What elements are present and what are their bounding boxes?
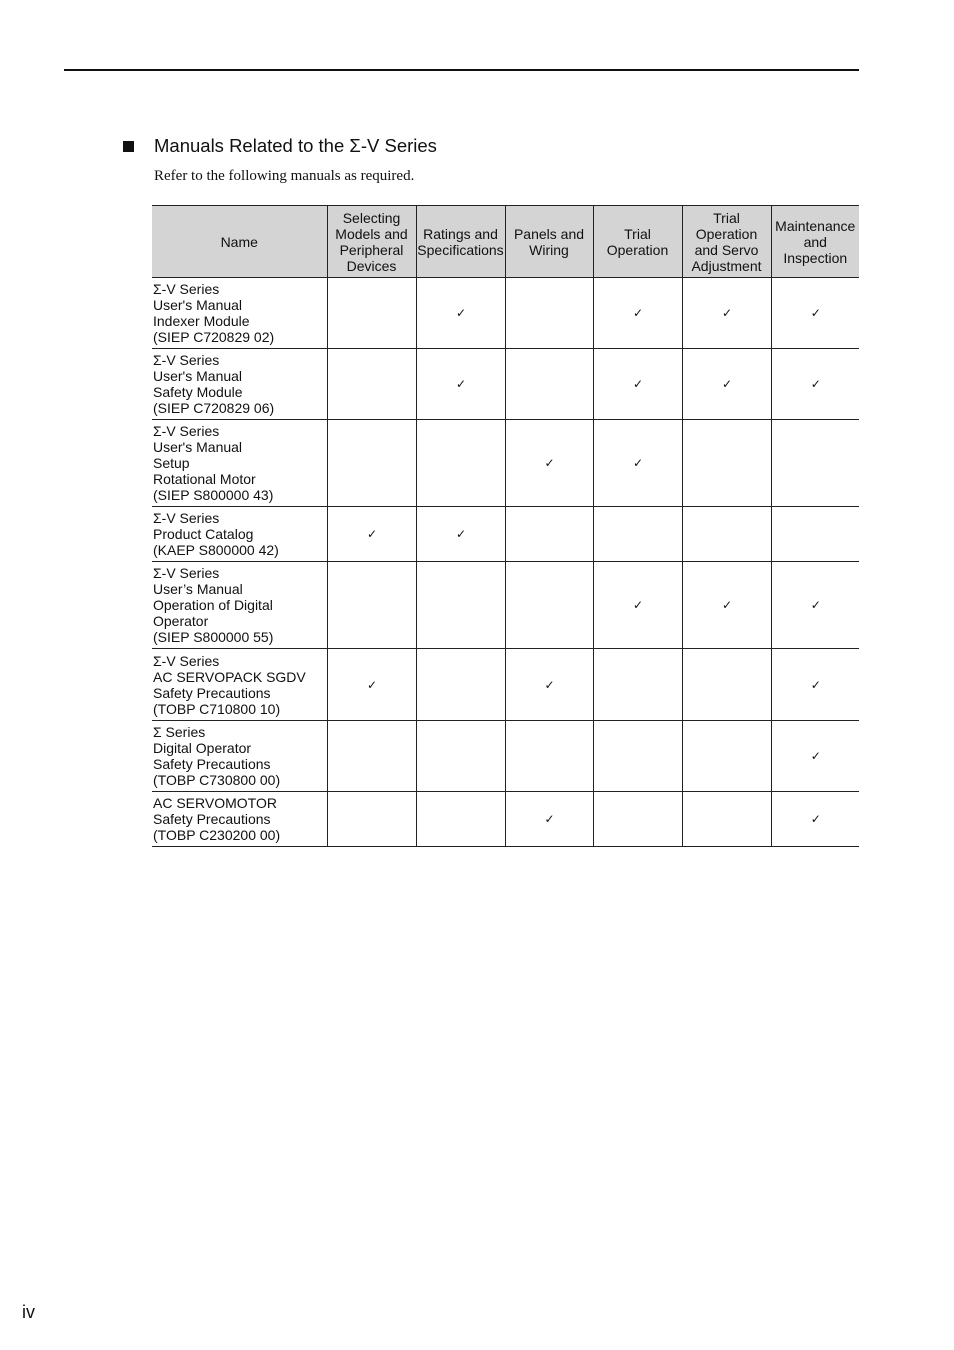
manual-name-cell xyxy=(152,349,327,420)
check-mark-icon: ✓ xyxy=(366,527,378,541)
check-mark-icon: ✓ xyxy=(721,598,733,612)
manual-name-cell xyxy=(152,649,327,721)
manual-name-line: User's Manual xyxy=(153,439,243,455)
check-cell-trial-operation-servo-adjustment xyxy=(682,649,771,721)
manual-name-line: Σ-V Series xyxy=(153,352,220,368)
manual-name-line: Digital Operator xyxy=(153,740,252,756)
manual-name-line: (SIEP S800000 55) xyxy=(153,629,274,645)
check-cell-ratings-specifications xyxy=(416,507,505,562)
manuals-table xyxy=(152,205,859,847)
check-mark-icon: ✓ xyxy=(810,377,821,391)
manual-name-line: Safety Precautions xyxy=(153,684,271,701)
column-header-line: Wiring xyxy=(529,241,569,258)
manual-name-cell xyxy=(152,507,327,562)
section-heading xyxy=(123,135,437,157)
check-cell-selecting-models xyxy=(327,278,416,349)
column-header-line: and xyxy=(803,233,827,250)
check-cell-trial-operation-servo-adjustment xyxy=(682,278,771,349)
column-header-line: Maintenance xyxy=(775,217,856,234)
check-cell-panels-wiring xyxy=(505,721,593,792)
check-cell-maintenance-inspection xyxy=(771,349,859,420)
manual-name-cell xyxy=(152,721,327,792)
check-cell-maintenance-inspection xyxy=(771,420,859,507)
check-cell-selecting-models xyxy=(327,562,416,649)
check-cell-panels-wiring xyxy=(505,420,593,507)
manual-name-line: Safety Module xyxy=(153,384,243,400)
manual-name-line: (SIEP S800000 43) xyxy=(153,487,274,503)
check-mark-icon: ✓ xyxy=(544,456,555,470)
manual-name-line: Σ-V Series xyxy=(153,652,220,669)
column-header-line: Operation xyxy=(695,225,758,242)
check-cell-panels-wiring xyxy=(505,349,593,420)
column-header-line: Operation xyxy=(606,241,669,258)
check-mark-icon: ✓ xyxy=(544,812,555,826)
table-row xyxy=(152,420,859,507)
intro-text: Refer to the following manuals as required. xyxy=(154,168,415,184)
page-number: iv xyxy=(22,1302,35,1322)
manual-name-line: AC SERVOPACK SGDV xyxy=(153,668,306,685)
check-cell-panels-wiring xyxy=(505,562,593,649)
check-cell-trial-operation xyxy=(593,507,682,562)
manual-name-line: Σ Series xyxy=(153,724,206,740)
manual-name-line: (SIEP C720829 06) xyxy=(153,400,275,416)
manual-name-line: Indexer Module xyxy=(153,313,250,329)
manual-name-line: Rotational Motor xyxy=(153,471,256,487)
column-header-line: Peripheral xyxy=(339,241,404,258)
column-header-selecting-models xyxy=(327,206,416,278)
column-header-line: Specifications xyxy=(417,241,504,258)
manual-name-line: (SIEP C720829 02) xyxy=(153,329,275,345)
check-cell-trial-operation-servo-adjustment xyxy=(682,792,771,847)
manual-name-line: Setup xyxy=(153,455,190,471)
table-row xyxy=(152,349,859,420)
manual-name-line: (KAEP S800000 42) xyxy=(153,542,279,558)
manual-name-line: (TOBP C730800 00) xyxy=(153,772,281,788)
check-cell-trial-operation-servo-adjustment xyxy=(682,420,771,507)
column-header-line: Selecting xyxy=(342,209,401,226)
check-cell-trial-operation-servo-adjustment xyxy=(682,349,771,420)
check-cell-selecting-models xyxy=(327,649,416,721)
column-header-line: and Servo xyxy=(694,241,759,258)
manual-name-line: AC SERVOMOTOR xyxy=(153,795,277,811)
check-mark-icon: ✓ xyxy=(810,677,821,692)
column-header-line: Inspection xyxy=(783,249,848,266)
column-header-line: Trial xyxy=(713,209,740,226)
table-body xyxy=(152,278,859,847)
column-header-name xyxy=(152,206,327,278)
column-header-line: Ratings and xyxy=(423,225,498,242)
manual-name-line: Product Catalog xyxy=(153,526,254,542)
check-mark-icon: ✓ xyxy=(632,598,644,612)
check-mark-icon: ✓ xyxy=(455,377,467,391)
check-cell-trial-operation-servo-adjustment xyxy=(682,562,771,649)
check-cell-trial-operation xyxy=(593,562,682,649)
section-heading-text: Manuals Related to the Σ-V Series xyxy=(154,135,437,156)
check-cell-ratings-specifications xyxy=(416,562,505,649)
manual-name-line: User's Manual xyxy=(153,297,243,313)
column-header-maintenance-inspection xyxy=(771,206,859,278)
table-row xyxy=(152,562,859,649)
manual-name-line: Σ-V Series xyxy=(153,565,220,581)
table-row xyxy=(152,278,859,349)
check-cell-maintenance-inspection xyxy=(771,507,859,562)
column-header-line: Name xyxy=(220,233,258,250)
check-mark-icon: ✓ xyxy=(721,377,733,391)
check-cell-trial-operation xyxy=(593,420,682,507)
manual-name-cell xyxy=(152,420,327,507)
manual-name-line: Σ-V Series xyxy=(153,423,220,439)
check-cell-ratings-specifications xyxy=(416,278,505,349)
column-header-ratings-specifications xyxy=(416,206,505,278)
check-mark-icon: ✓ xyxy=(455,306,467,320)
check-mark-icon: ✓ xyxy=(632,456,644,470)
table-header-row xyxy=(152,206,859,278)
table-row xyxy=(152,507,859,562)
check-cell-selecting-models xyxy=(327,507,416,562)
check-cell-selecting-models xyxy=(327,721,416,792)
manual-name-line: User's Manual xyxy=(153,368,243,384)
check-cell-selecting-models xyxy=(327,349,416,420)
manual-name-line: Operation of Digital xyxy=(153,597,273,613)
top-rule xyxy=(64,69,859,71)
manual-name-line: Safety Precautions xyxy=(153,811,271,827)
check-mark-icon: ✓ xyxy=(632,377,644,391)
check-cell-panels-wiring xyxy=(505,792,593,847)
table-row xyxy=(152,649,859,721)
check-cell-maintenance-inspection xyxy=(771,278,859,349)
check-mark-icon: ✓ xyxy=(544,677,555,692)
manual-name-line: Operator xyxy=(153,613,209,629)
check-cell-ratings-specifications xyxy=(416,349,505,420)
column-header-line: Models and xyxy=(335,225,408,242)
check-mark-icon: ✓ xyxy=(810,749,821,763)
column-header-line: Panels and xyxy=(513,225,585,242)
column-header-trial-operation xyxy=(593,206,682,278)
table-row xyxy=(152,792,859,847)
check-cell-ratings-specifications xyxy=(416,649,505,721)
check-mark-icon: ✓ xyxy=(810,598,821,612)
check-cell-trial-operation xyxy=(593,278,682,349)
check-cell-selecting-models xyxy=(327,420,416,507)
check-cell-panels-wiring xyxy=(505,649,593,721)
check-mark-icon: ✓ xyxy=(810,812,821,826)
check-mark-icon: ✓ xyxy=(721,306,733,320)
column-header-line: Trial xyxy=(624,225,651,242)
check-cell-maintenance-inspection xyxy=(771,721,859,792)
check-cell-ratings-specifications xyxy=(416,792,505,847)
manual-name-cell xyxy=(152,278,327,349)
check-cell-panels-wiring xyxy=(505,507,593,562)
square-bullet-icon xyxy=(123,141,134,152)
check-cell-ratings-specifications xyxy=(416,721,505,792)
check-cell-trial-operation-servo-adjustment xyxy=(682,507,771,562)
check-cell-trial-operation xyxy=(593,792,682,847)
manual-name-cell xyxy=(152,562,327,649)
check-cell-ratings-specifications xyxy=(416,420,505,507)
check-cell-trial-operation-servo-adjustment xyxy=(682,721,771,792)
check-mark-icon: ✓ xyxy=(455,527,467,541)
table-row xyxy=(152,721,859,792)
column-header-line: Adjustment xyxy=(691,257,762,274)
column-header-line: Devices xyxy=(346,257,397,274)
manual-name-cell xyxy=(152,792,327,847)
manual-name-line: Σ-V Series xyxy=(153,281,220,297)
check-cell-maintenance-inspection xyxy=(771,649,859,721)
check-cell-trial-operation xyxy=(593,649,682,721)
check-mark-icon: ✓ xyxy=(366,677,378,692)
column-header-trial-operation-servo-adjustment xyxy=(682,206,771,278)
check-cell-trial-operation xyxy=(593,721,682,792)
manual-name-line: (TOBP C710800 10) xyxy=(153,700,281,717)
check-cell-panels-wiring xyxy=(505,278,593,349)
check-mark-icon: ✓ xyxy=(810,306,821,320)
manual-name-line: Σ-V Series xyxy=(153,510,220,526)
column-header-panels-wiring xyxy=(505,206,593,278)
manual-name-line: Safety Precautions xyxy=(153,756,271,772)
check-cell-trial-operation xyxy=(593,349,682,420)
check-cell-maintenance-inspection xyxy=(771,562,859,649)
manual-name-line: (TOBP C230200 00) xyxy=(153,827,281,843)
check-cell-selecting-models xyxy=(327,792,416,847)
check-cell-maintenance-inspection xyxy=(771,792,859,847)
manual-name-line: User’s Manual xyxy=(153,581,243,597)
check-mark-icon: ✓ xyxy=(632,306,644,320)
